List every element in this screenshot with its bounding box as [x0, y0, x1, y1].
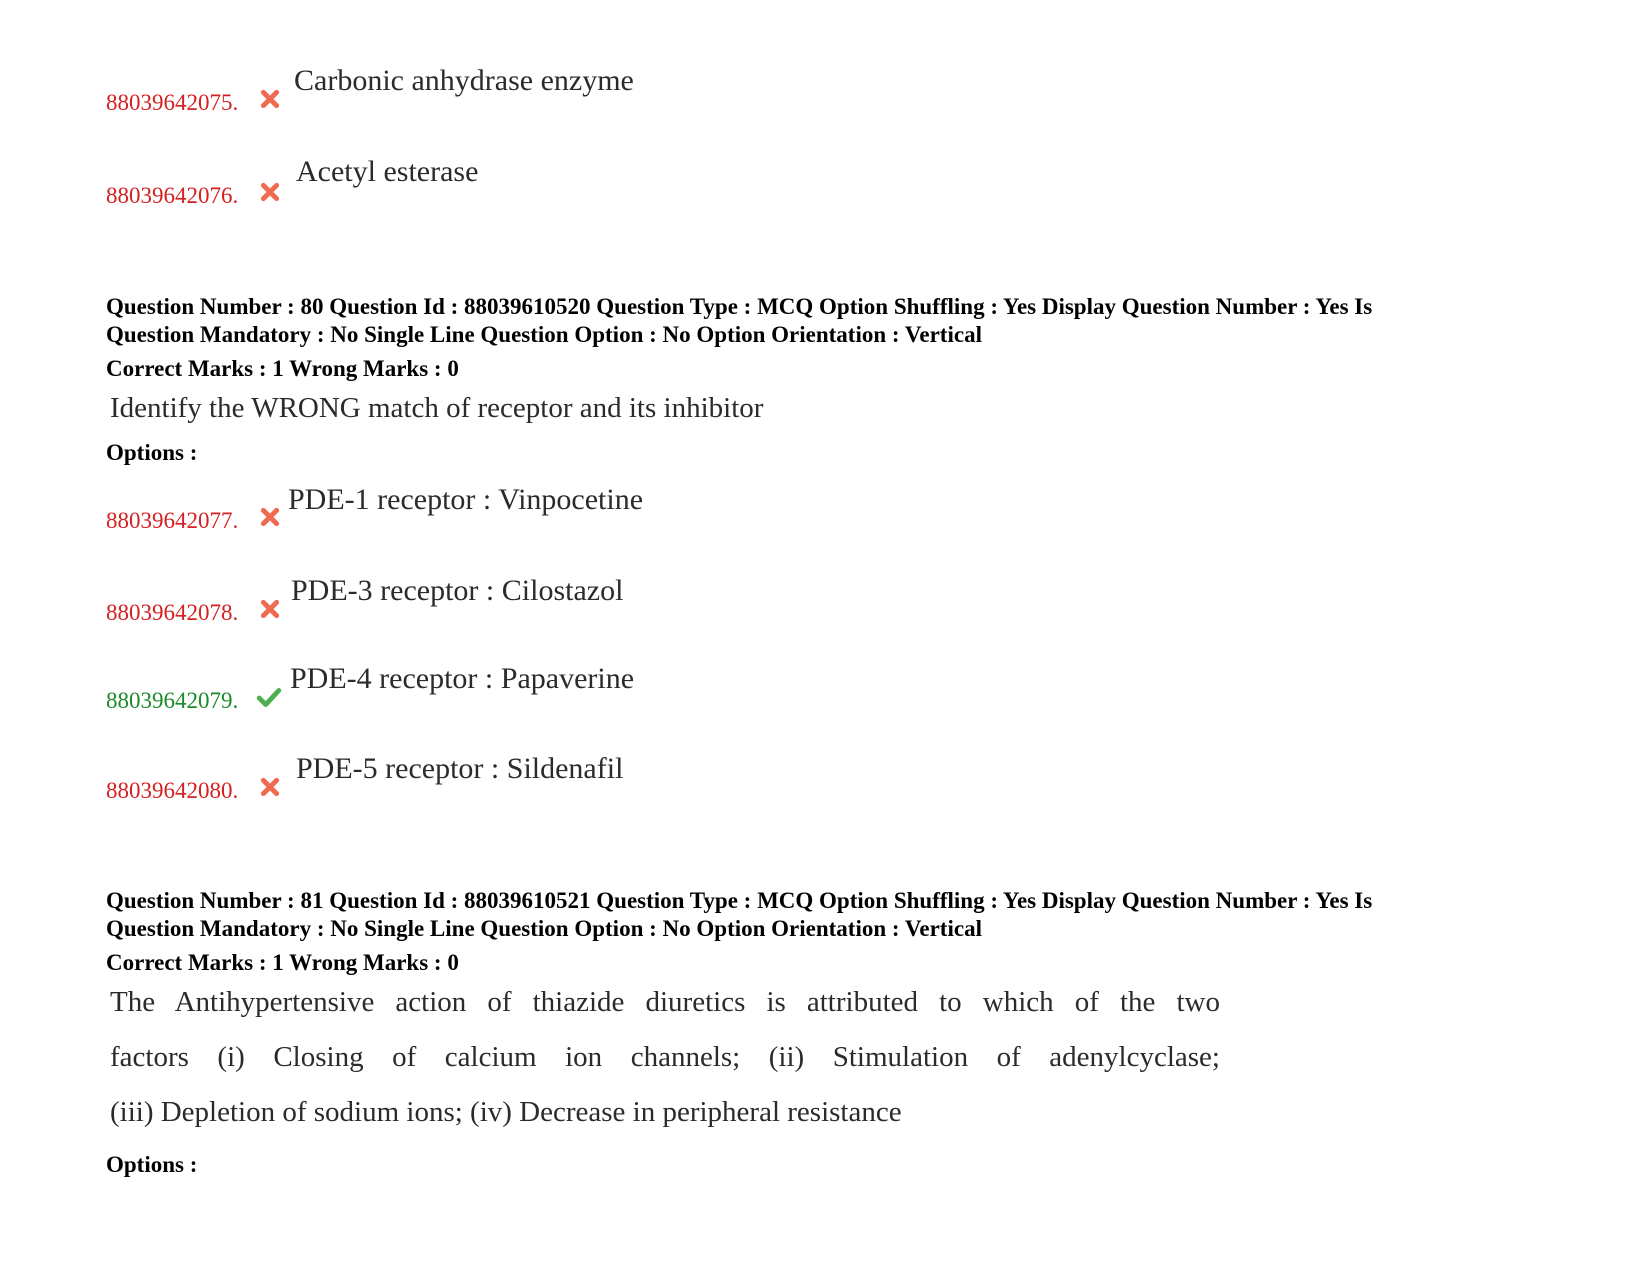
question-marks: Correct Marks : 1 Wrong Marks : 0 — [106, 950, 459, 975]
option-text: Acetyl esterase — [296, 155, 479, 188]
question-meta-line2: Question Mandatory : No Single Line Question Option : No Option Orientation : Vertical — [106, 916, 982, 941]
option-id: 88039642076. — [106, 183, 239, 208]
question-meta-line1: Question Number : 81 Question Id : 88039610521 Question Type : MCQ Option Shuffling : Yes Display Question Number : Yes Is — [106, 888, 1373, 913]
question-meta-line1: Question Number : 80 Question Id : 88039610520 Question Type : MCQ Option Shuffling : Yes Display Question Number : Yes Is — [106, 294, 1373, 319]
question-meta-line2: Question Mandatory : No Single Line Question Option : No Option Orientation : Vertical — [106, 322, 982, 347]
question-text-line2: factors (i) Closing of calcium ion channels; (ii) Stimulation of adenylcyclase; — [110, 1041, 1220, 1073]
option-id: 88039642077. — [106, 508, 239, 533]
option-text: PDE-3 receptor : Cilostazol — [291, 574, 624, 607]
question-text-line3: (iii) Depletion of sodium ions; (iv) Decrease in peripheral resistance — [110, 1096, 902, 1128]
option-id: 88039642080. — [106, 778, 239, 803]
options-label: Options : — [106, 1152, 198, 1177]
option-text: PDE-5 receptor : Sildenafil — [296, 752, 624, 785]
cross-icon — [259, 88, 281, 110]
option-text: PDE-1 receptor : Vinpocetine — [288, 483, 644, 516]
cross-icon — [259, 181, 281, 203]
question-text-line1: The Antihypertensive action of thiazide diuretics is attributed to which of the two — [110, 986, 1220, 1018]
option-id: 88039642079. — [106, 688, 239, 713]
option-id: 88039642078. — [106, 600, 239, 625]
cross-icon — [259, 506, 281, 528]
check-icon — [256, 686, 282, 708]
cross-icon — [259, 598, 281, 620]
option-text: PDE-4 receptor : Papaverine — [290, 662, 635, 695]
cross-icon — [259, 776, 281, 798]
option-text: Carbonic anhydrase enzyme — [294, 64, 634, 97]
question-marks: Correct Marks : 1 Wrong Marks : 0 — [106, 356, 459, 381]
option-id: 88039642075. — [106, 90, 239, 115]
options-label: Options : — [106, 440, 198, 465]
question-text: Identify the WRONG match of receptor and its inhibitor — [110, 392, 764, 424]
